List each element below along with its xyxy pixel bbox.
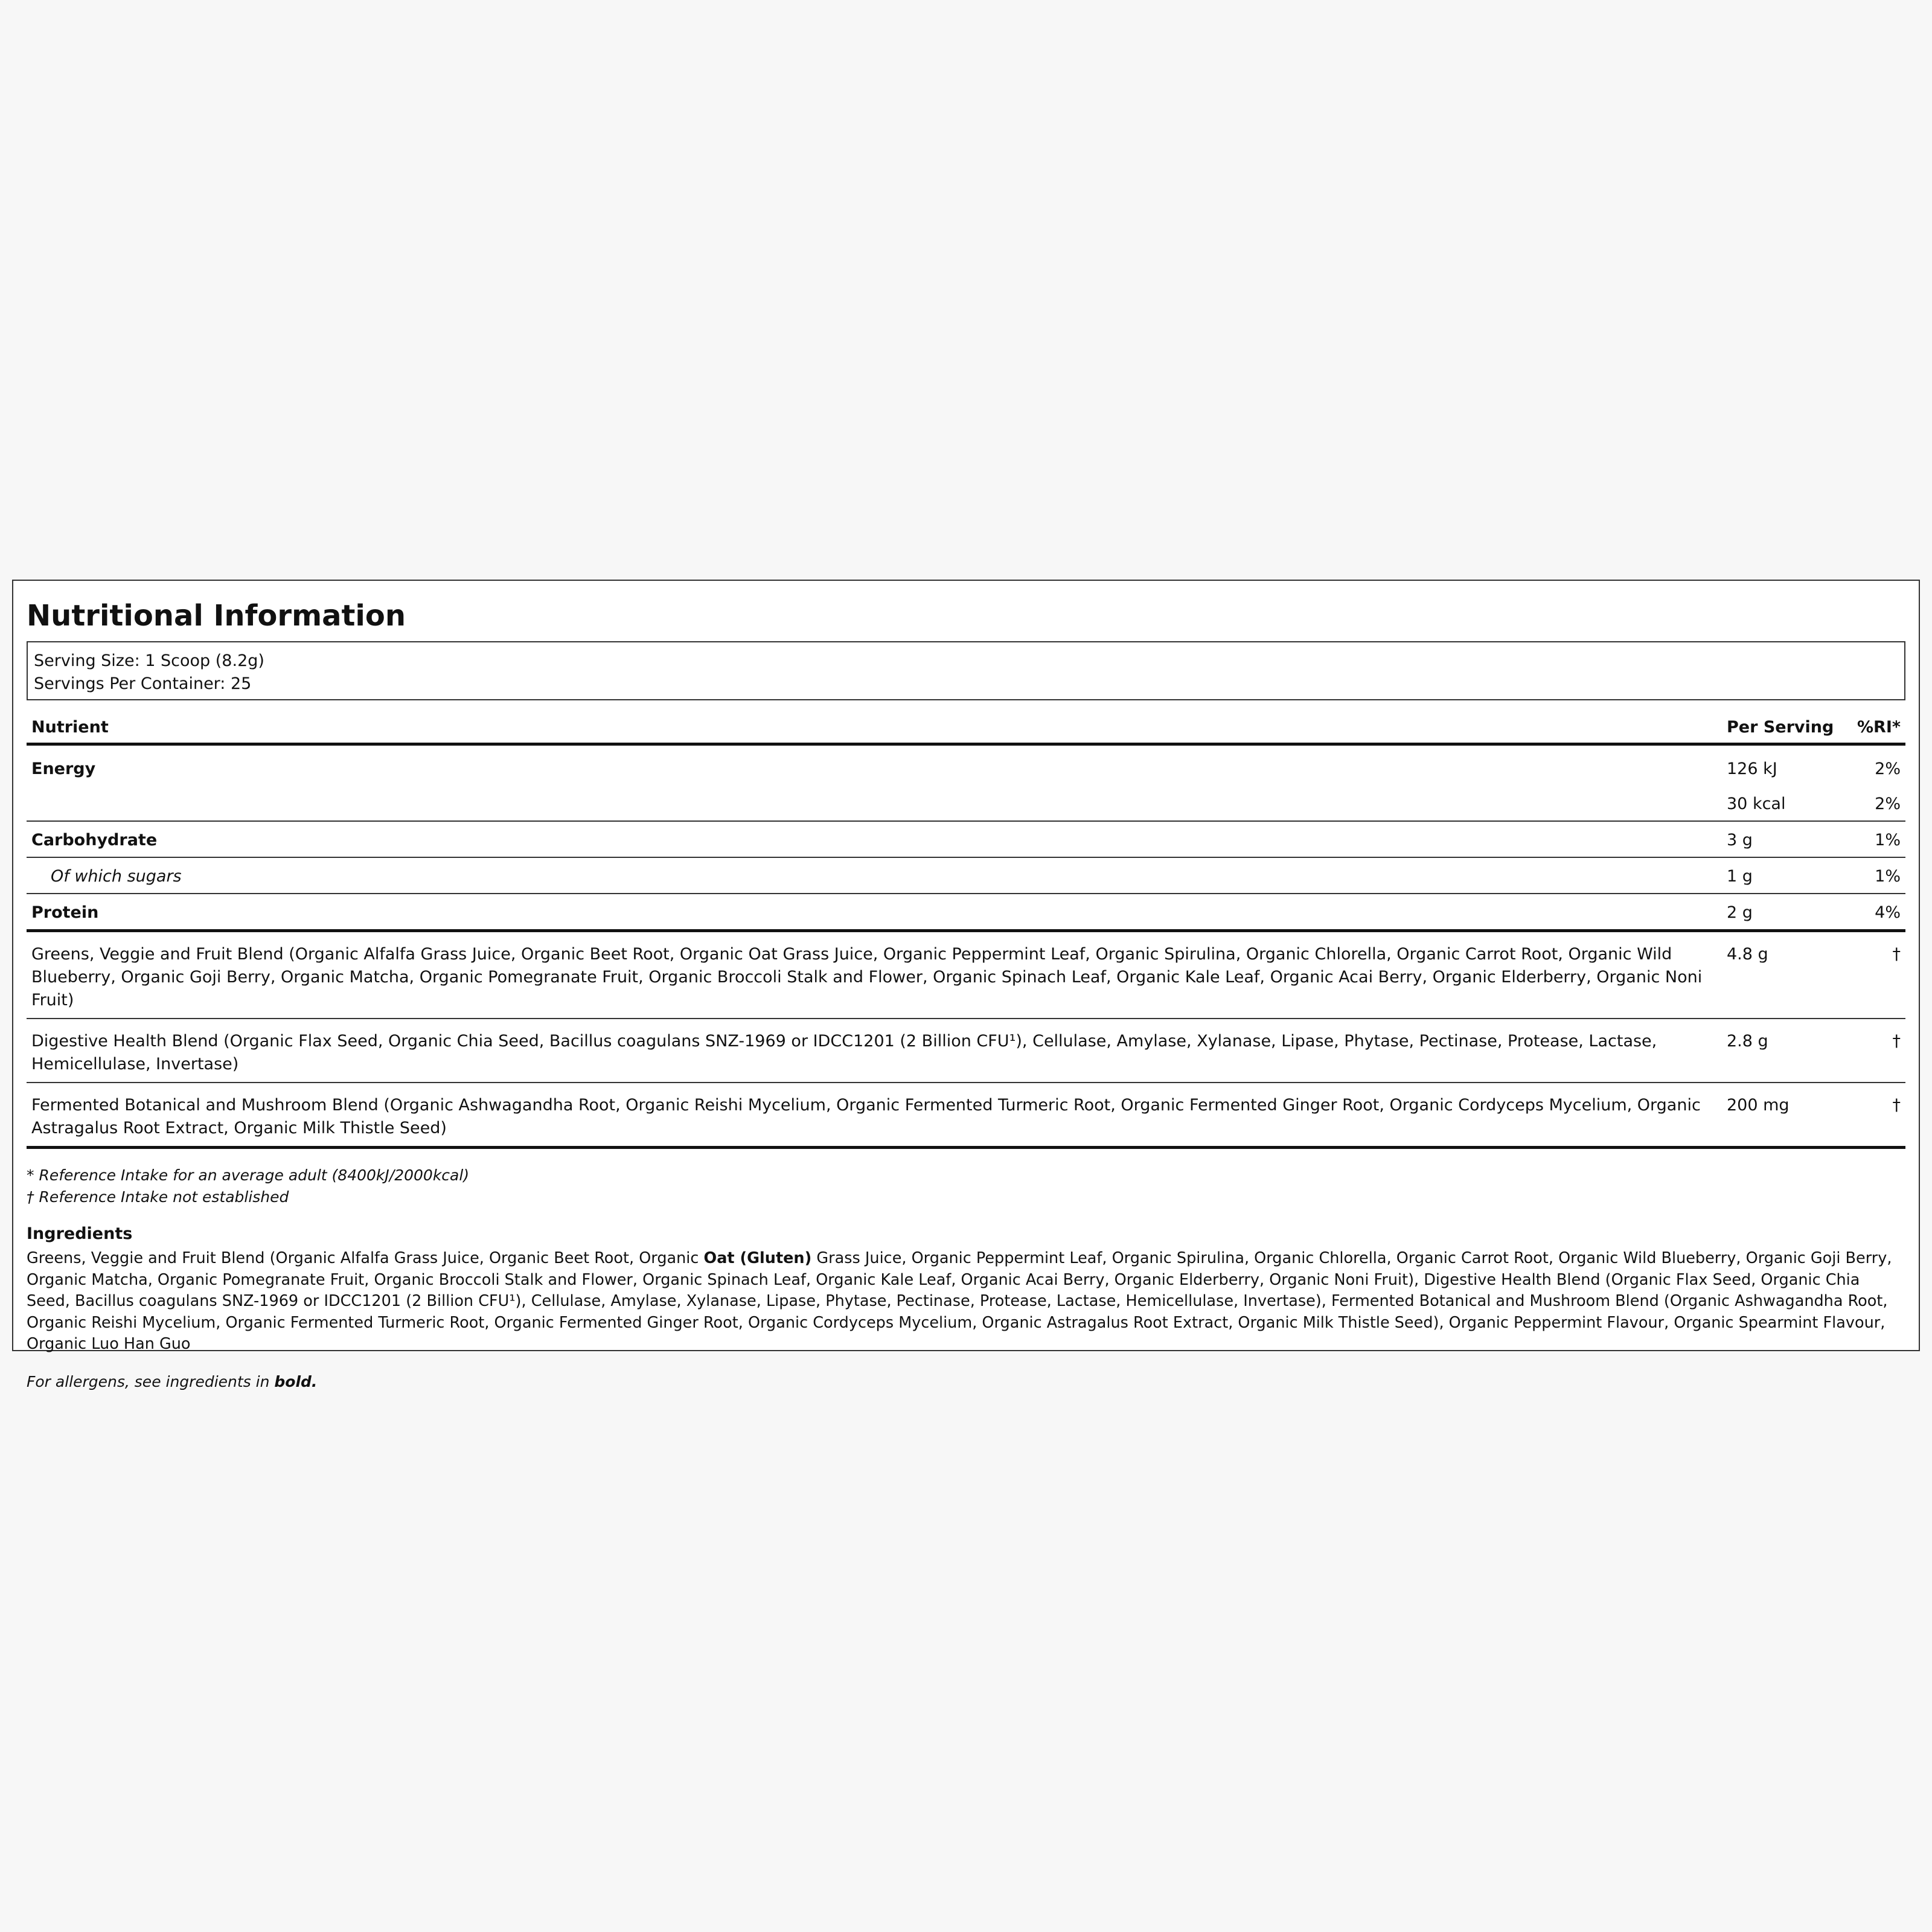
blend-label-greens: Greens, Veggie and Fruit Blend (Organic Alfalfa Grass Juice, Organic Beet Root, Organic Oat Grass Juice, Organic Peppermint Leaf, Organic Spirulina, Organic Chlorella, Organic Carrot Root, Organic Wild Blueberry, Organic Goji Berry, Organic Matcha, Organic Pomegranate Fruit, Organic Broccoli Stalk and Flower, Organic Spinach Leaf, Organic Kale Leaf, Organic Acai Berry, Organic Elderberry, Organic Noni Fruit) xyxy=(31,945,1703,1009)
energy-kcal-ri: 2% xyxy=(1875,795,1901,813)
servings-per-container: Servings Per Container: 25 xyxy=(34,674,252,693)
table-row-protein xyxy=(27,894,1905,931)
footnotes xyxy=(27,1165,1905,1208)
protein-ri: 4% xyxy=(1875,903,1901,922)
sugars-value: 1 g xyxy=(1727,867,1753,886)
sugars-ri: 1% xyxy=(1875,867,1901,886)
blend-ri-digestive: † xyxy=(1892,1032,1901,1051)
nutrient-label-protein: Protein xyxy=(31,903,99,922)
table-row-sugars xyxy=(27,857,1905,894)
footnote-dagger: † Reference Intake not established xyxy=(27,1188,289,1206)
nutrition-panel xyxy=(12,580,1920,1390)
blend-ri-greens: † xyxy=(1892,945,1901,964)
energy-kj-ri: 2% xyxy=(1875,760,1901,778)
blend-ri-fermented: † xyxy=(1892,1096,1901,1115)
table-row-carbohydrate xyxy=(27,821,1905,857)
blend-value-fermented: 200 mg xyxy=(1727,1096,1790,1115)
allergen-note-text: For allergens, see ingredients in xyxy=(27,1372,275,1390)
table-row-fermented-blend xyxy=(27,1083,1905,1148)
nutrient-label-carbohydrate: Carbohydrate xyxy=(31,831,158,849)
ingredients-allergen: Oat (Gluten) xyxy=(703,1249,812,1267)
page-title: Nutritional Information xyxy=(27,599,406,633)
header-ri: %RI* xyxy=(1857,718,1901,737)
carbohydrate-value: 3 g xyxy=(1727,831,1753,849)
serving-info-box xyxy=(27,641,1905,700)
table-row-energy-kcal xyxy=(27,787,1905,821)
ingredients-heading: Ingredients xyxy=(27,1224,133,1243)
nutrient-label-sugars: Of which sugars xyxy=(51,867,182,886)
protein-value: 2 g xyxy=(1727,903,1753,922)
header-nutrient: Nutrient xyxy=(31,718,109,737)
blend-label-fermented: Fermented Botanical and Mushroom Blend (Organic Ashwagandha Root, Organic Reishi Mycelium, Organic Fermented Turmeric Root, Organic Fermented Ginger Root, Organic Cordyceps Mycelium, Organic Astragalus Root Extract, Organic Milk Thistle Seed) xyxy=(31,1096,1701,1137)
nutrition-table xyxy=(27,710,1905,1149)
table-row-energy-kj xyxy=(27,744,1905,787)
table-header-row xyxy=(27,710,1905,744)
blend-value-digestive: 2.8 g xyxy=(1727,1032,1768,1051)
table-row-digestive-blend xyxy=(27,1019,1905,1083)
ingredients-text xyxy=(27,1248,1905,1355)
allergen-note xyxy=(27,1371,1905,1393)
energy-kj-value: 126 kJ xyxy=(1727,760,1777,778)
nutrient-label-energy: Energy xyxy=(31,760,96,778)
carbohydrate-ri: 1% xyxy=(1875,831,1901,849)
footnote-ri: * Reference Intake for an average adult (8400kJ/2000kcal) xyxy=(27,1166,470,1184)
blend-value-greens: 4.8 g xyxy=(1727,945,1768,964)
allergen-note-bold: bold. xyxy=(274,1372,318,1390)
ingredients-text-before: Greens, Veggie and Fruit Blend (Organic Alfalfa Grass Juice, Organic Beet Root, Organic xyxy=(27,1249,704,1267)
header-per-serving: Per Serving xyxy=(1727,718,1834,737)
energy-kcal-value: 30 kcal xyxy=(1727,795,1786,813)
table-row-greens-blend xyxy=(27,931,1905,1019)
blend-label-digestive: Digestive Health Blend (Organic Flax Seed, Organic Chia Seed, Bacillus coagulans SNZ-1969 or IDCC1201 (2 Billion CFU¹), Cellulase, Amylase, Xylanase, Lipase, Phytase, Pectinase, Protease, Lactase, Hemicellulase, Invertase) xyxy=(31,1032,1657,1073)
serving-size: Serving Size: 1 Scoop (8.2g) xyxy=(34,651,264,670)
ingredients-text-after: Grass Juice, Organic Peppermint Leaf, Organic Spirulina, Organic Chlorella, Organic Carrot Root, Organic Wild Blueberry, Organic Goji Berry, Organic Matcha, Organic Pomegranate Fruit, Organic Broccoli Stalk and Flower, Organic Spinach Leaf, Organic Kale Leaf, Organic Acai Berry, Organic Elderberry, Organic Noni Fruit), Digestive Health Blend (Organic Flax Seed, Organic Chia Seed, Bacillus coagulans SNZ-1969 or IDCC1201 (2 Billion CFU¹), Cellulase, Amylase, Xylanase, Lipase, Phytase, Pectinase, Protease, Lactase, Hemicellulase, Invertase), Fermented Botanical and Mushroom Blend (Organic Ashwagandha Root, Organic Reishi Mycelium, Organic Fermented Turmeric Root, Organic Fermented Ginger Root, Organic Cordyceps Mycelium, Organic Astragalus Root Extract, Organic Milk Thistle Seed), Organic Peppermint Flavour, Organic Spearmint Flavour, Organic Luo Han Guo xyxy=(27,1249,1892,1353)
